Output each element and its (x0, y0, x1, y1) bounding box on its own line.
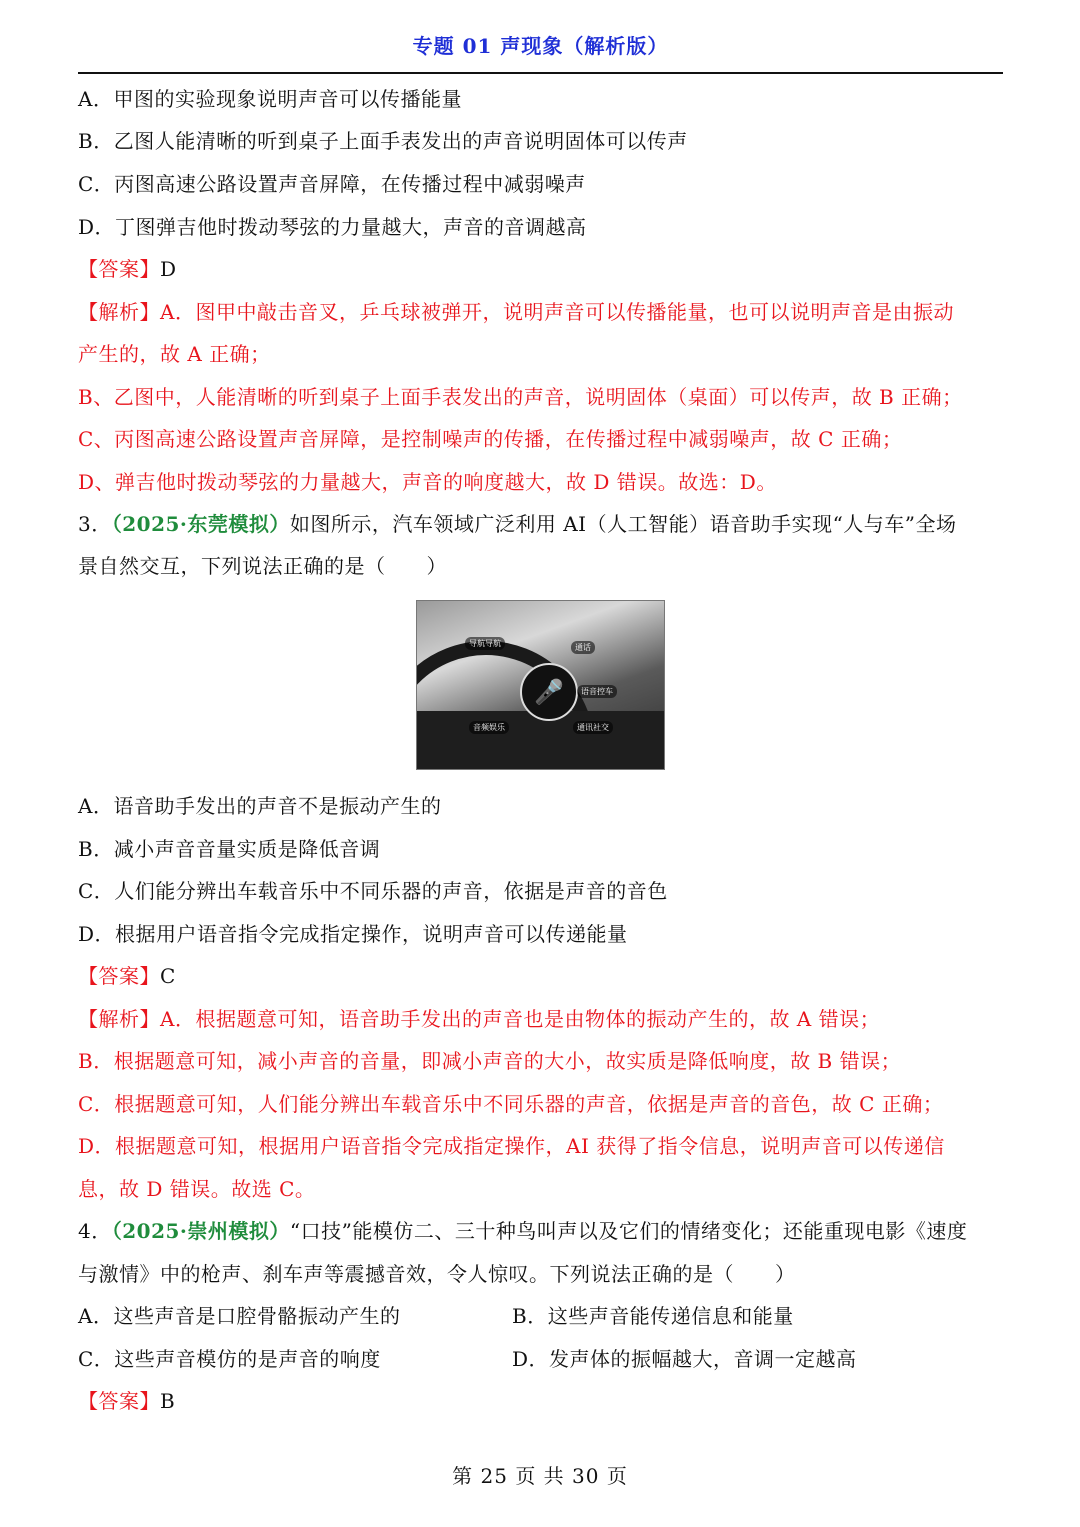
question-number: 3． (78, 512, 112, 536)
question-number: 4． (78, 1219, 112, 1243)
answer-value: C (160, 964, 176, 988)
q2-analysis-line (78, 297, 1008, 327)
microphone-icon: 🎤 (520, 663, 578, 721)
q2-option-b: B．乙图人能清晰的听到桌子上面手表发出的声音说明固体可以传声 (78, 129, 688, 153)
q3-analysis-line (78, 1004, 1008, 1034)
car-voice-assistant-image (416, 600, 665, 770)
q4-option-d: D．发声体的振幅越大，音调一定越高 (512, 1347, 857, 1371)
header-divider (78, 72, 1003, 74)
q4-answer (78, 1386, 1008, 1416)
analysis-text: A．根据题意可知，语音助手发出的声音也是由物体的振动产生的，故 A 错误； (160, 1007, 881, 1031)
figure-label: 音频娱乐 (469, 721, 509, 734)
q2-analysis-line: C、丙图高速公路设置声音屏障，是控制噪声的传播，在传播过程中减弱噪声，故 C 正确； (78, 427, 903, 451)
analysis-label: 【解析】 (78, 300, 160, 324)
analysis-text: A．图甲中敲击音叉，乒乓球被弹开，说明声音可以传播能量，也可以说明声音是由振动 (160, 300, 954, 324)
q3-option-c: C．人们能分辨出车载音乐中不同乐器的声音，依据是声音的音色 (78, 879, 668, 903)
q2-answer (78, 254, 1008, 284)
answer-label: 【答案】 (78, 1389, 160, 1413)
q3-stem-cont: 景自然交互，下列说法正确的是（ ） (78, 554, 447, 578)
answer-label: 【答案】 (78, 964, 160, 988)
figure-label: 导航导航 (465, 637, 505, 650)
q2-option-c: C．丙图高速公路设置声音屏障，在传播过程中减弱噪声 (78, 172, 586, 196)
q3-analysis-line: B．根据题意可知，减小声音的音量，即减小声音的大小，故实质是降低响度，故 B 错误； (78, 1049, 902, 1073)
page-header-title: 专题 01 声现象（解析版） (412, 34, 669, 58)
figure-label: 语音控车 (577, 685, 617, 698)
q3-answer (78, 961, 1008, 991)
answer-label: 【答案】 (78, 257, 160, 281)
q3-stem (78, 509, 1008, 539)
question-text: 如图所示，汽车领域广泛利用 AI（人工智能）语音助手实现“人与车”全场 (289, 512, 957, 536)
q2-analysis-line: D、弹吉他时拨动琴弦的力量越大，声音的响度越大，故 D 错误。故选：D。 (78, 470, 777, 494)
q4-options-row-1 (78, 1301, 1008, 1331)
question-text: “口技”能模仿二、三十种鸟叫声以及它们的情绪变化；还能重现电影《速度 (289, 1219, 968, 1243)
figure-label: 通话 (571, 641, 595, 654)
figure-label: 通讯社交 (573, 721, 613, 734)
question-source: （2025·东莞模拟） (111, 512, 290, 536)
q4-option-a: A．这些声音是口腔骨骼振动产生的 (78, 1304, 401, 1328)
answer-value: B (160, 1389, 176, 1413)
q2-option-d: D．丁图弹吉他时拨动琴弦的力量越大，声音的音调越高 (78, 215, 587, 239)
q3-analysis-line: C．根据题意可知，人们能分辨出车载音乐中不同乐器的声音，依据是声音的音色，故 C 正确； (78, 1092, 944, 1116)
q3-option-d: D．根据用户语音指令完成指定操作，说明声音可以传递能量 (78, 922, 628, 946)
q4-options-row-2 (78, 1344, 1008, 1374)
q4-option-b: B．这些声音能传递信息和能量 (512, 1304, 794, 1328)
q4-option-c: C．这些声音模仿的是声音的响度 (78, 1347, 381, 1371)
q2-analysis-line: B、乙图中，人能清晰的听到桌子上面手表发出的声音，说明固体（桌面）可以传声，故 B 正确； (78, 385, 963, 409)
q2-option-a: A．甲图的实验现象说明声音可以传播能量 (78, 87, 462, 111)
page-footer: 第 25 页 共 30 页 (452, 1464, 628, 1488)
q4-stem-cont: 与激情》中的枪声、刹车声等震撼音效，令人惊叹。下列说法正确的是（ ） (78, 1262, 796, 1286)
question-source: （2025·崇州模拟） (111, 1219, 290, 1243)
q3-analysis-line: 息，故 D 错误。故选 C。 (78, 1177, 316, 1201)
q3-analysis-line: D．根据题意可知，根据用户语音指令完成指定操作，AI 获得了指令信息，说明声音可以传递信 (78, 1134, 945, 1158)
analysis-label: 【解析】 (78, 1007, 160, 1031)
answer-value: D (160, 257, 177, 281)
q2-analysis-line: 产生的，故 A 正确； (78, 342, 271, 366)
q3-option-a: A．语音助手发出的声音不是振动产生的 (78, 794, 442, 818)
q3-option-b: B．减小声音音量实质是降低音调 (78, 837, 381, 861)
q4-stem (78, 1216, 1008, 1246)
